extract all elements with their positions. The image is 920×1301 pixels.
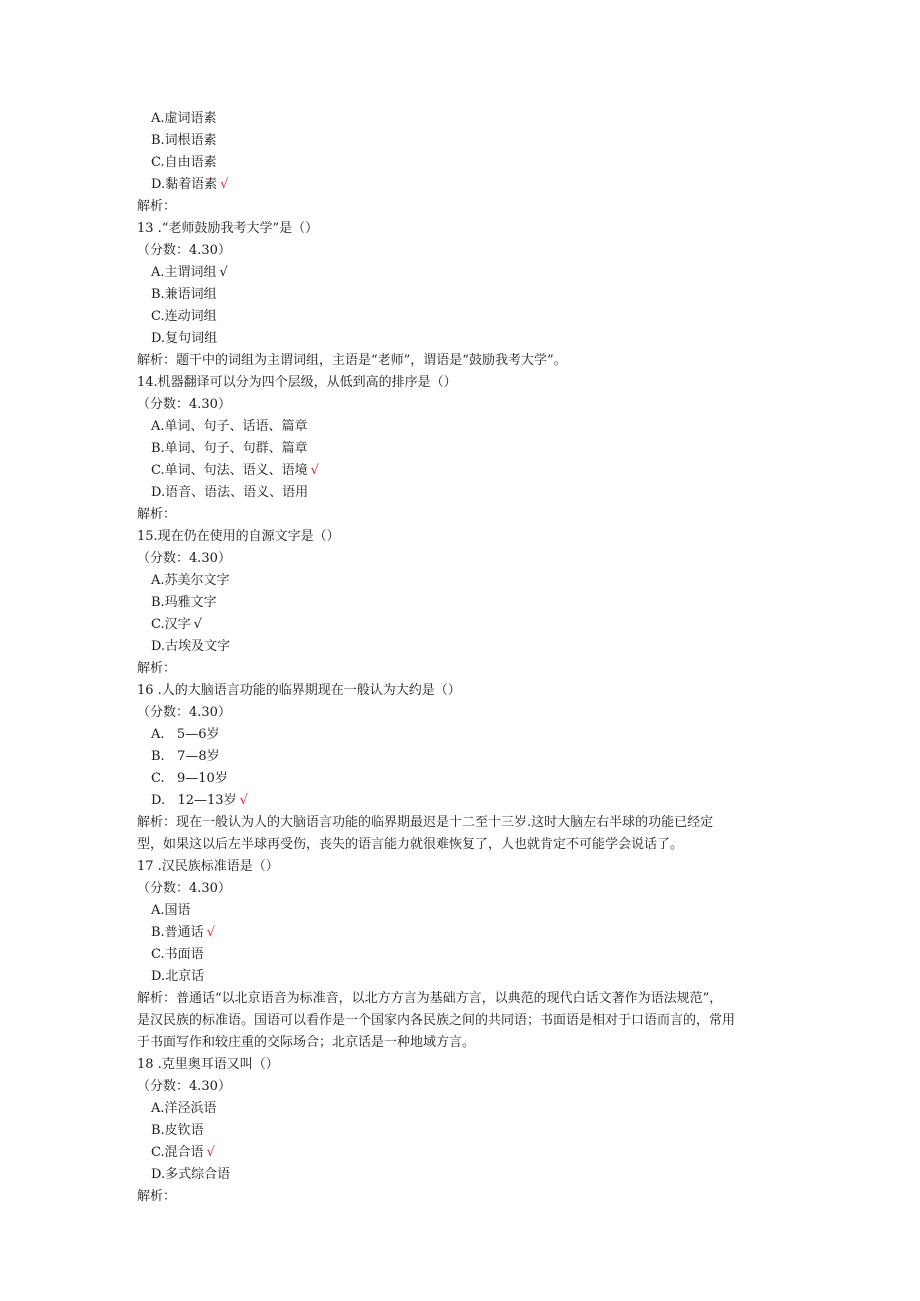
option-c: C.汉字 √ — [151, 617, 202, 632]
analysis: 解析： — [137, 1189, 177, 1204]
option-d: D.北京话 — [151, 969, 205, 984]
option-d: D.古埃及文字 — [151, 639, 231, 654]
analysis-line-2: 型，如果这以后左半球再受伤，丧失的语言能力就很难恢复了，人也就肯定不可能学会说话了。 — [137, 837, 684, 852]
question-15 — [137, 526, 787, 680]
option-a: A.苏美尔文字 — [151, 573, 230, 588]
option-a: A.国语 — [151, 903, 191, 918]
option-d: D.黏着语素 √ — [151, 177, 229, 192]
exam-document — [137, 108, 787, 1208]
analysis: 解析：题干中的词组为主谓词组，主语是“老师”，谓语是“鼓励我考大学”。 — [137, 353, 567, 368]
question-score: （分数：4.30） — [137, 551, 231, 566]
analysis-line-3: 于书面写作和较庄重的交际场合；北京话是一种地域方言。 — [137, 1035, 476, 1050]
analysis: 解析： — [137, 199, 177, 214]
option-c: C.混合语 √ — [151, 1145, 215, 1160]
option-c: C.连动词组 — [151, 309, 217, 324]
option-d: D. 12—13岁 √ — [151, 793, 248, 808]
option-d: D.语音、语法、语义、语用 — [151, 485, 309, 500]
correct-check-icon: √ — [310, 463, 319, 478]
question-score: （分数：4.30） — [137, 243, 231, 258]
correct-check-icon: √ — [239, 793, 248, 808]
option-a: A.主谓词组 √ — [151, 265, 228, 280]
option-b: B.兼语词组 — [151, 287, 217, 302]
question-18 — [137, 1054, 787, 1208]
question-text: 18 .克里奥耳语又叫（） — [137, 1057, 279, 1072]
question-16 — [137, 680, 787, 856]
question-14 — [137, 372, 787, 526]
correct-check-icon: √ — [193, 617, 202, 632]
option-c: C.书面语 — [151, 947, 204, 962]
question-text: 17 .汉民族标准语是（） — [137, 859, 279, 874]
analysis: 解析： — [137, 661, 177, 676]
option-d: D.复句词组 — [151, 331, 218, 346]
option-c: C.单词、句法、语义、语境 √ — [151, 463, 319, 478]
question-12 — [137, 108, 787, 218]
question-text: 13 .“老师鼓励我考大学”是（） — [137, 221, 319, 236]
question-score: （分数：4.30） — [137, 397, 231, 412]
option-b: B.玛雅文字 — [151, 595, 217, 610]
question-text: 16 .人的大脑语言功能的临界期现在一般认为大约是（） — [137, 683, 461, 698]
option-a: A.虚词语素 — [151, 111, 217, 126]
question-score: （分数：4.30） — [137, 881, 231, 896]
correct-check-icon: √ — [206, 925, 215, 940]
correct-check-icon: √ — [219, 265, 228, 280]
question-17 — [137, 856, 787, 1054]
question-text: 14.机器翻译可以分为四个层级，从低到高的排序是（） — [137, 375, 457, 390]
question-score: （分数：4.30） — [137, 1079, 231, 1094]
question-score: （分数：4.30） — [137, 705, 231, 720]
option-a: A.洋泾浜语 — [151, 1101, 217, 1116]
analysis-line-1: 解析：现在一般认为人的大脑语言功能的临界期最迟是十二至十三岁.这时大脑左右半球的功能已经定 — [137, 815, 714, 830]
option-d: D.多式综合语 — [151, 1167, 231, 1182]
analysis: 解析： — [137, 507, 177, 522]
correct-check-icon: √ — [206, 1145, 215, 1160]
question-13 — [137, 218, 787, 372]
option-b: B.普通话 √ — [151, 925, 215, 940]
option-b: B.词根语素 — [151, 133, 217, 148]
option-b: B.单词、句子、句群、篇章 — [151, 441, 308, 456]
option-a: A. 5—6岁 — [151, 727, 220, 742]
option-c: C.自由语素 — [151, 155, 217, 170]
correct-check-icon: √ — [220, 177, 229, 192]
analysis-line-1: 解析：普通话“以北京语音为标准音，以北方方言为基础方言，以典范的现代白话文著作为语法规范”， — [137, 991, 723, 1006]
question-text: 15.现在仍在使用的自源文字是（） — [137, 529, 340, 544]
analysis-line-2: 是汉民族的标准语。国语可以看作是一个国家内各民族之间的共同语；书面语是相对于口语而言的，常用 — [137, 1013, 736, 1028]
option-a: A.单词、句子、话语、篇章 — [151, 419, 308, 434]
option-b: B. 7—8岁 — [151, 749, 220, 764]
option-b: B.皮钦语 — [151, 1123, 204, 1138]
option-c: C. 9—10岁 — [151, 771, 228, 786]
